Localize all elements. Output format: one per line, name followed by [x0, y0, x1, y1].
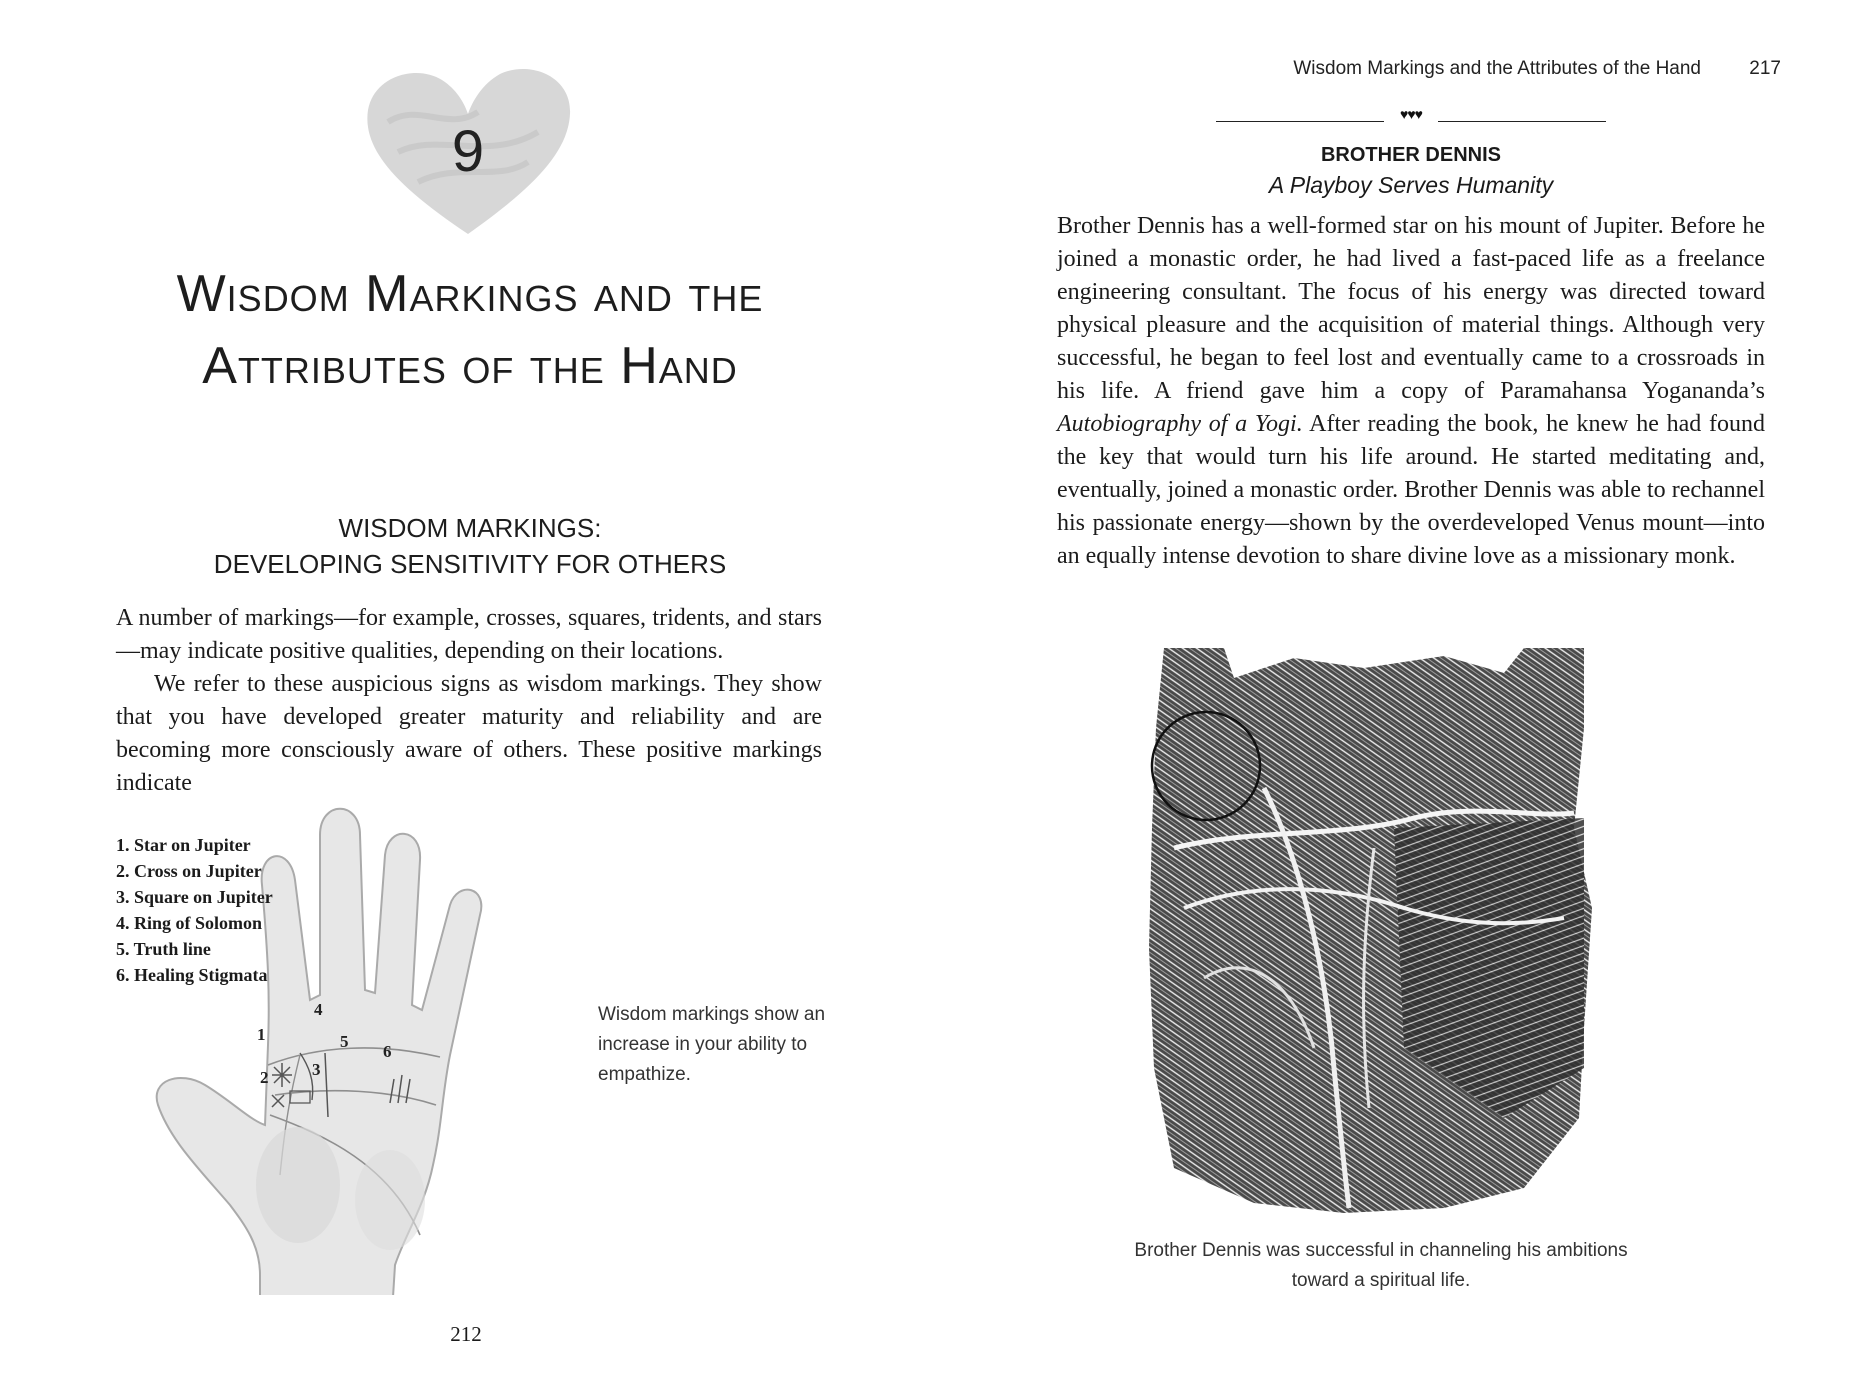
legend-item: 1. Star on Jupiter: [116, 835, 251, 855]
ornament-rule-left: [1216, 121, 1384, 122]
paragraph-1: A number of markings—for example, crosses, squares, tridents, and stars—may indicate positive qualities, depending on their locations.: [116, 605, 822, 664]
hand-label-6: 6: [383, 1042, 392, 1061]
section-heading-line1: WISDOM MARKINGS:: [338, 513, 602, 543]
page-number-left: 212: [450, 1322, 482, 1346]
chapter-title: [100, 258, 840, 402]
chapter-number: 9: [451, 119, 485, 184]
story-paragraph: [1057, 210, 1765, 573]
marking-legend: [116, 832, 273, 988]
hearts-icon: ♥♥♥: [1400, 108, 1422, 123]
page-number-right: 217: [1749, 58, 1781, 79]
right-page: [931, 0, 1862, 1396]
legend-item: 4. Ring of Solomon: [116, 913, 263, 933]
chapter-title-line1: Wisdom Markings and the: [176, 265, 764, 323]
legend-item: 6. Healing Stigmata: [116, 965, 268, 985]
story-text-part2: After reading the book, he knew he had found the key that would turn his life around. He started meditating and, eventually, joined a monastic order. Brother Dennis was able to rechannel his passionate energy—shown by the overdeveloped Venus mount—into an equally intense devotion to share divine love as a missionary monk.: [1057, 411, 1765, 569]
hand-label-5: 5: [340, 1032, 349, 1051]
profile-name: BROTHER DENNIS: [1320, 144, 1501, 166]
book-title: Autobiography of a Yogi.: [1057, 411, 1303, 437]
ornament-rule-right: [1438, 121, 1606, 122]
print-caption-line1: Brother Dennis was successful in channeling his ambitions: [1134, 1240, 1628, 1261]
print-figure-caption: [1091, 1236, 1671, 1296]
paragraph-2: We refer to these auspicious signs as wisdom markings. They show that you have developed greater maturity and reliability and are becoming more consciously aware of others. These positive markings indicate: [116, 671, 822, 796]
chapter-title-line2: Attributes of the Hand: [202, 337, 738, 395]
running-head: Wisdom Markings and the Attributes of the Hand: [1293, 58, 1701, 79]
hand-label-2: 2: [260, 1068, 269, 1087]
hand-label-1: 1: [257, 1025, 266, 1044]
body-text: [116, 602, 822, 800]
section-ornament: [1216, 110, 1606, 134]
legend-item: 2. Cross on Jupiter: [116, 861, 262, 881]
legend-item: 3. Square on Jupiter: [116, 887, 273, 907]
hand-figure-caption: Wisdom markings show an increase in your ability to empathize.: [598, 1004, 826, 1085]
story-text-part1: Brother Dennis has a well-formed star on his mount of Jupiter. Before he joined a monastic order, he had lived a fast-paced life as a freelance engineering consultant. The focus of his energy was directed toward physical pleasure and the acquisition of material things. Although very successful, he began to feel lost and eventually came to a crossroads in his life. A friend gave him a copy of Paramahansa Yogananda’s: [1057, 213, 1765, 404]
section-heading: [100, 510, 840, 582]
legend-item: 5. Truth line: [116, 939, 211, 959]
hand-label-4: 4: [314, 1000, 323, 1019]
print-caption-line2: toward a spiritual life.: [1291, 1270, 1471, 1291]
palm-print-image: [1144, 648, 1594, 1218]
section-heading-line2: DEVELOPING SENSITIVITY FOR OTHERS: [213, 549, 727, 579]
hand-label-3: 3: [312, 1060, 321, 1079]
profile-subtitle: A Playboy Serves Humanity: [1268, 172, 1554, 198]
